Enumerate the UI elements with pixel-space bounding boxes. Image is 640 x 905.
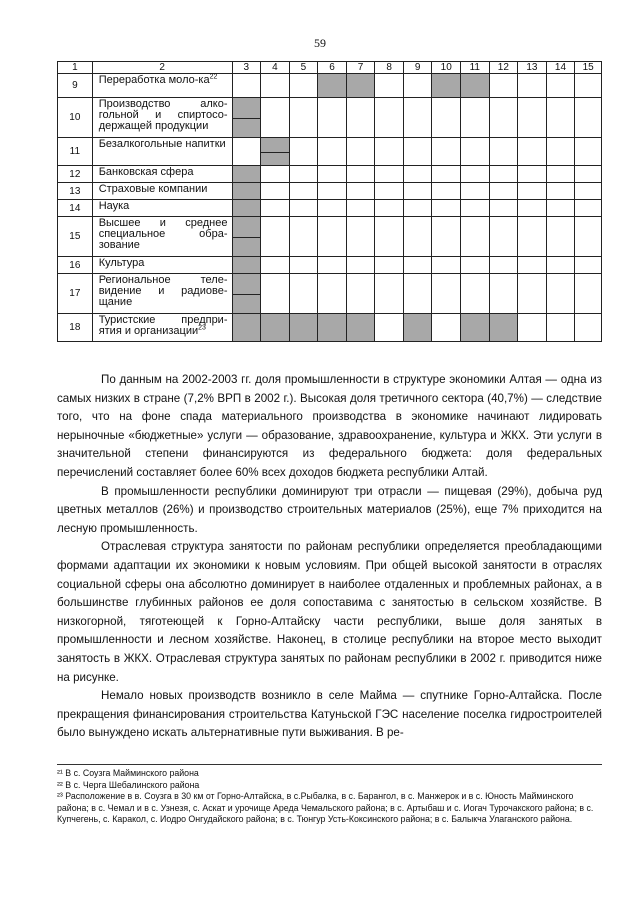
row-number: 9 [58, 74, 93, 98]
row-number: 16 [58, 257, 93, 274]
district-cell [518, 98, 547, 138]
table-header-cell: 3 [232, 62, 261, 74]
district-cell [403, 257, 432, 274]
district-cell [403, 183, 432, 200]
district-cell [461, 217, 490, 257]
row-industry-name: Переработка моло-$ка^{22}$ [92, 74, 232, 98]
table-header-cell: 5 [289, 62, 318, 74]
district-cell [489, 74, 518, 98]
table-row [58, 274, 602, 314]
district-cell [403, 200, 432, 217]
district-cell [261, 98, 290, 138]
row-number: 13 [58, 183, 93, 200]
row-number: 11 [58, 138, 93, 166]
district-cell [575, 200, 602, 217]
district-cell [518, 138, 547, 166]
district-cell [546, 200, 575, 217]
district-cell [461, 274, 490, 314]
district-cell [289, 217, 318, 257]
district-cell [489, 200, 518, 217]
district-cell [261, 74, 290, 98]
footnotes [57, 768, 602, 826]
district-cell [375, 314, 404, 342]
district-cell [489, 166, 518, 183]
district-cell [546, 98, 575, 138]
district-cell [403, 166, 432, 183]
district-cell [346, 183, 375, 200]
district-cell [261, 257, 290, 274]
district-cell [289, 74, 318, 98]
district-cell [232, 274, 261, 314]
district-cell [461, 98, 490, 138]
table-header-cell: 11 [461, 62, 490, 74]
footnote: ²² В с. Черга Шебалинского района [57, 779, 200, 790]
district-cell [518, 274, 547, 314]
district-cell [375, 138, 404, 166]
district-cell [518, 217, 547, 257]
district-cell [318, 166, 347, 183]
district-cell [461, 183, 490, 200]
district-cell [432, 200, 461, 217]
table-row [58, 200, 602, 217]
row-industry-name: Культура [92, 257, 232, 274]
district-cell [289, 166, 318, 183]
district-cell [461, 74, 490, 98]
district-cell [232, 257, 261, 274]
table-header-cell: 14 [546, 62, 575, 74]
district-cell [318, 183, 347, 200]
district-cell [489, 138, 518, 166]
district-cell [318, 314, 347, 342]
table-header-row [58, 62, 602, 74]
table-row [58, 217, 602, 257]
district-cell [432, 138, 461, 166]
district-cell [518, 166, 547, 183]
district-cell [461, 314, 490, 342]
district-cell [432, 98, 461, 138]
district-cell [575, 274, 602, 314]
district-cell [346, 200, 375, 217]
district-cell [432, 274, 461, 314]
table-header-cell: 12 [489, 62, 518, 74]
district-cell [261, 138, 290, 166]
district-cell [318, 274, 347, 314]
district-cell [432, 314, 461, 342]
row-industry-name: Производство алко-гольной и спиртосо-держащей продукции [92, 98, 232, 138]
district-cell [289, 257, 318, 274]
district-cell [546, 314, 575, 342]
district-cell [546, 74, 575, 98]
row-industry-name: Туристские предпри-ятия и организации$^{23}$ [92, 314, 232, 342]
paragraph: Отраслевая структура занятости по районам республики определяется преобладающими формами адаптации их экономики к новым условиям. При общей высокой занятости в отраслях социальной сферы она абсолютно доминирует в наиболее отдаленных и проблемных районах, а в большинстве глубинных районов ее доля сопоставима с занятостью в сельском хозяйстве. В низкогорной, тяготеющей к Горно-Алтайску части республики, выше доля занятых в промышленности и лесном хозяйстве. Наконец, в столице республики на второе место выходит занятость в ЖКХ. Отраслевая структура занятых по районам республики в 2002 г. приводится ниже на рисунке. [57, 540, 602, 684]
district-cell [318, 98, 347, 138]
district-cell [232, 166, 261, 183]
district-cell [375, 183, 404, 200]
district-cell [461, 257, 490, 274]
district-cell [575, 98, 602, 138]
district-cell [432, 183, 461, 200]
row-number: 10 [58, 98, 93, 138]
district-cell [489, 274, 518, 314]
district-cell [346, 74, 375, 98]
district-cell [346, 314, 375, 342]
district-cell [489, 217, 518, 257]
district-cell [403, 98, 432, 138]
district-cell [289, 98, 318, 138]
row-number: 12 [58, 166, 93, 183]
table-header-cell: 8 [375, 62, 404, 74]
footnote: ²¹ В с. Соузга Майминского района [57, 768, 199, 778]
footnote-ref: 23 [198, 324, 206, 332]
district-cell [575, 166, 602, 183]
district-cell [375, 200, 404, 217]
table-row [58, 74, 602, 98]
district-cell [403, 314, 432, 342]
district-cell [289, 183, 318, 200]
district-cell [318, 138, 347, 166]
industry-table [57, 61, 602, 342]
district-cell [289, 274, 318, 314]
district-cell [575, 138, 602, 166]
page-number: 59 [314, 36, 326, 50]
district-cell [346, 217, 375, 257]
district-cell [346, 166, 375, 183]
district-cell [461, 138, 490, 166]
table-row [58, 166, 602, 183]
district-cell [375, 98, 404, 138]
district-cell [375, 74, 404, 98]
district-cell [489, 183, 518, 200]
table-header-cell: 15 [575, 62, 602, 74]
district-cell [575, 314, 602, 342]
district-cell [375, 217, 404, 257]
district-cell [489, 98, 518, 138]
district-cell [261, 314, 290, 342]
district-cell [232, 314, 261, 342]
table-header-cell: 9 [403, 62, 432, 74]
district-cell [232, 138, 261, 166]
district-cell [318, 257, 347, 274]
district-cell [232, 98, 261, 138]
district-cell [546, 166, 575, 183]
footnote: ²³ Расположение в в. Соузга в 30 км от Горно-Алтайска, в с.Рыбалка, в с. Барангол, в с. Манжерок и в с. Юность Майминского района; в с. Чемал и в с. Узнезя, с. Аскат и урочище Ареда Чемальского района; в с. Артыбаш и с. Иогач Турочакского района; в с. Купчегень, с. Каракол, с. Иодро Онгудайского района; в с. Тюнгур Усть-Коксинского района; в с. Балыкча Улаганского района. [57, 791, 594, 825]
district-cell [289, 138, 318, 166]
row-industry-name: Региональное теле-видение и радиове-щание [92, 274, 232, 314]
district-cell [461, 200, 490, 217]
row-industry-name: Банковская сфера [92, 166, 232, 183]
district-cell [232, 217, 261, 257]
district-cell [432, 257, 461, 274]
table-header-cell: 7 [346, 62, 375, 74]
paragraph: Немало новых производств возникло в селе Майма — спутнике Горно-Алтайска. После прекращения финансирования строительства Катуньской ГЭС население поселка гидростроителей было вынуждено искать альтернативные пути выживания. В ре- [57, 689, 602, 740]
district-cell [518, 257, 547, 274]
table-body [58, 62, 602, 342]
district-cell [403, 138, 432, 166]
district-cell [432, 166, 461, 183]
district-cell [261, 200, 290, 217]
district-cell [232, 74, 261, 98]
district-cell [261, 274, 290, 314]
district-cell [261, 166, 290, 183]
paragraph: По данным на 2002-2003 гг. доля промышленности в структуре экономики Алтая — одна из самых низких в стране (7,2% ВРП в 2002 г.). Высокая доля третичного сектора (40,7%) — следствие того, что на фоне спада материального производства в экономике начинают лидировать нерыночные «бюджетные» услуги — образование, здравоохранение, культура и ЖКХ. Эти услуги в значительной степени финансируются из федерального бюджета: доля федеральных перечислений составляет более 60% всех доходов бюджета республики Алтай. [57, 373, 602, 479]
district-cell [575, 257, 602, 274]
district-cell [432, 217, 461, 257]
row-number: 18 [58, 314, 93, 342]
district-cell [546, 274, 575, 314]
table-row [58, 314, 602, 342]
district-cell [518, 74, 547, 98]
body-text [57, 371, 602, 743]
district-cell [261, 217, 290, 257]
table-row [58, 183, 602, 200]
district-cell [232, 183, 261, 200]
paragraph: В промышленности республики доминируют три отрасли — пищевая (29%), добыча руд цветных металлов (26%) и производство строительных материалов (25%), еще 7% приходится на лесную промышленность. [57, 484, 602, 535]
district-cell [375, 257, 404, 274]
row-number: 14 [58, 200, 93, 217]
district-cell [375, 274, 404, 314]
row-industry-name: Страховые компании [92, 183, 232, 200]
district-cell [346, 274, 375, 314]
table-header-cell: 10 [432, 62, 461, 74]
district-cell [546, 138, 575, 166]
district-cell [318, 217, 347, 257]
table-header-cell: 6 [318, 62, 347, 74]
district-cell [546, 257, 575, 274]
district-cell [518, 314, 547, 342]
district-cell [232, 200, 261, 217]
district-cell [546, 217, 575, 257]
table-row [58, 98, 602, 138]
district-cell [403, 217, 432, 257]
district-cell [518, 200, 547, 217]
table-header-cell: 2 [92, 62, 232, 74]
row-industry-name: Безалкогольные напитки [92, 138, 232, 166]
district-cell [261, 183, 290, 200]
row-number: 15 [58, 217, 93, 257]
district-cell [489, 257, 518, 274]
district-cell [575, 217, 602, 257]
row-industry-name: Высшее и среднее специальное обра-зование [92, 217, 232, 257]
row-number: 17 [58, 274, 93, 314]
table-row [58, 138, 602, 166]
table-header-cell: 4 [261, 62, 290, 74]
district-cell [289, 314, 318, 342]
district-cell [546, 183, 575, 200]
district-cell [403, 74, 432, 98]
district-cell [346, 257, 375, 274]
district-cell [461, 166, 490, 183]
footnote-ref: 22 [209, 73, 218, 81]
district-cell [318, 74, 347, 98]
district-cell [318, 200, 347, 217]
district-cell [575, 74, 602, 98]
district-cell [403, 274, 432, 314]
district-cell [346, 98, 375, 138]
district-cell [346, 138, 375, 166]
table-row [58, 257, 602, 274]
district-cell [518, 183, 547, 200]
district-cell [289, 200, 318, 217]
district-cell [489, 314, 518, 342]
district-cell [432, 74, 461, 98]
district-cell [575, 183, 602, 200]
table-header-cell: 13 [518, 62, 547, 74]
row-industry-name: Наука [92, 200, 232, 217]
footnote-divider [57, 764, 602, 765]
table-header-cell: 1 [58, 62, 93, 74]
district-cell [375, 166, 404, 183]
